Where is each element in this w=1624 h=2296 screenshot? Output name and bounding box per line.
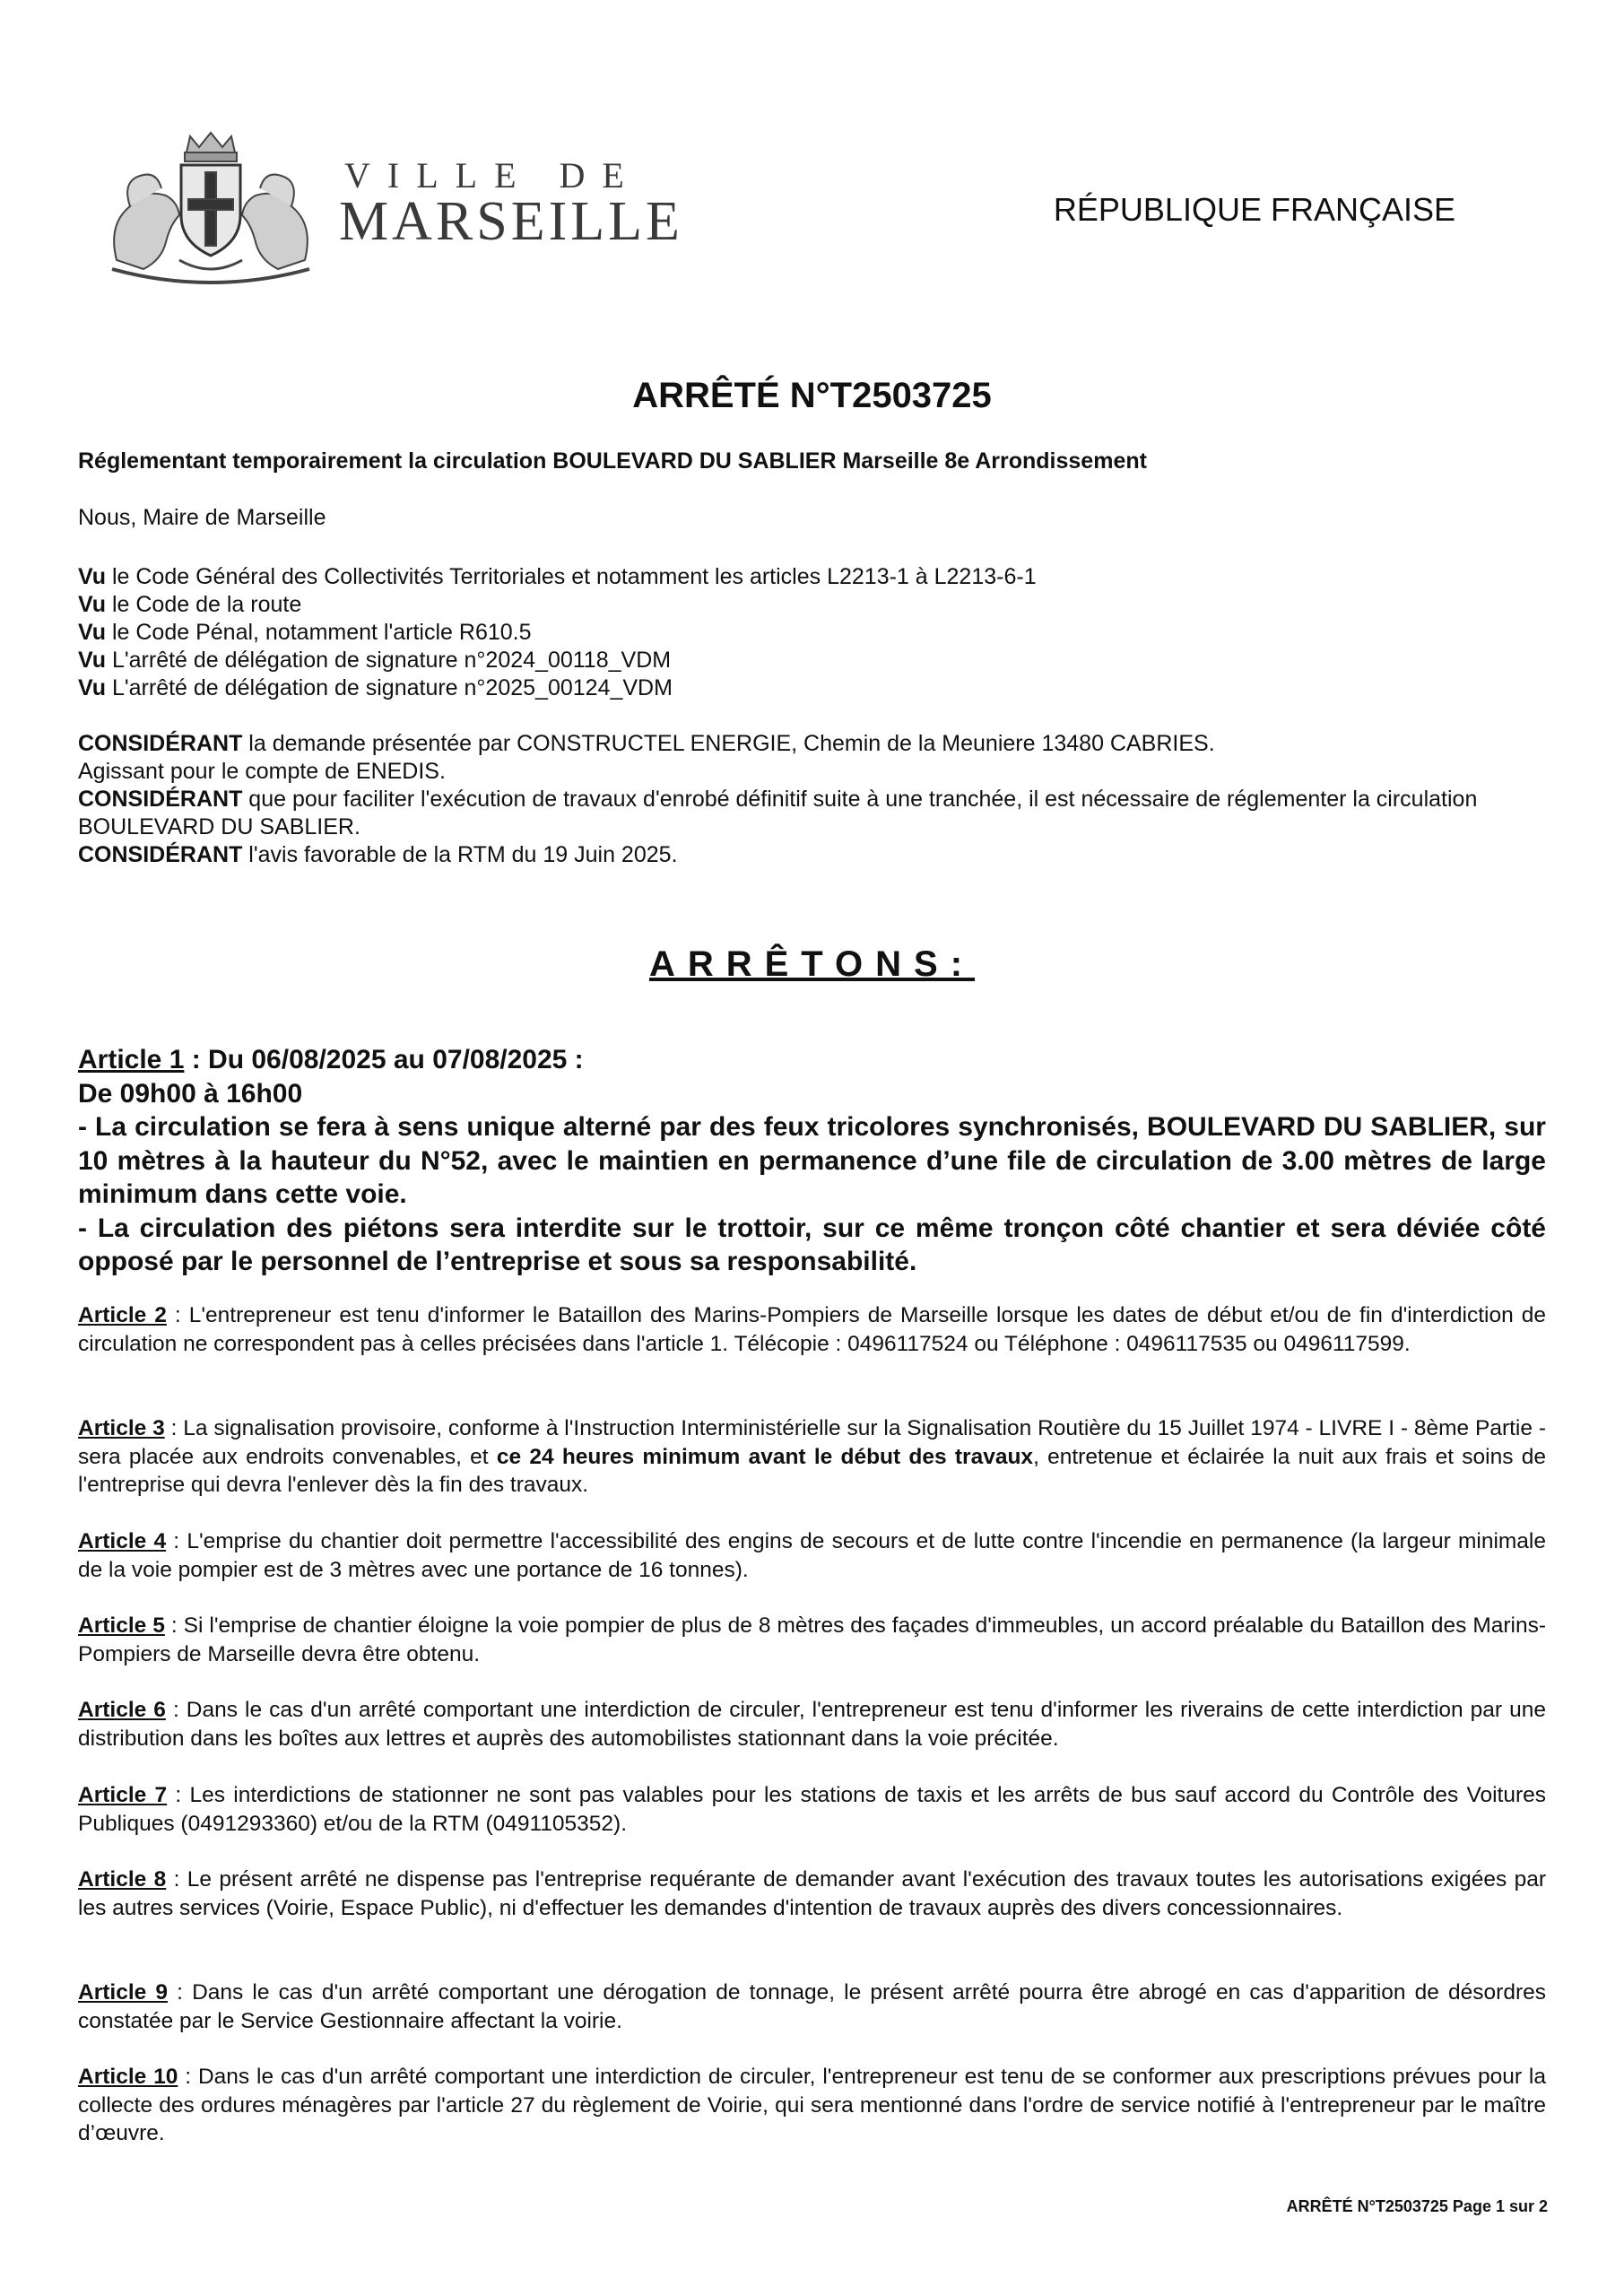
considerant-label: CONSIDÉRANT: [78, 787, 243, 812]
logo-line-marseille: MARSEILLE: [339, 191, 683, 252]
article-text: : L'entrepreneur est tenu d'informer le Bataillon des Marins-Pompiers de Marseille lorsque les dates de début et/ou de fin d'interdiction de circulation ne correspondent pas à celles précisées dans l'article 1. Télécopie : 0496117524 ou Téléphone : 0496117535 ou 0496117599.: [78, 1303, 1547, 1356]
vu-item: [78, 619, 1549, 647]
article-7: [78, 1781, 1546, 1838]
article-1-para2: - La circulation des piétons sera interdite sur le trottoir, sur ce même tronçon côté chantier et sera déviée côté opposé par le personnel de l’entreprise et sous sa responsabilité.: [78, 1213, 1546, 1276]
article-1-para1: - La circulation se fera à sens unique alterné par des feux tricolores synchronisés, BOULEVARD DU SABLIER, sur 10 mètres à la hauteur du N°52, avec le maintien en permanence d’une file de circulation de 3.00 mètres de large minimum dans cette voie.: [78, 1112, 1546, 1209]
article-9: [78, 1979, 1546, 2035]
vu-label: Vu: [78, 675, 107, 700]
article-3-bold-text: ce 24 heures minimum avant le début des travaux: [496, 1444, 1034, 1469]
article-6: [78, 1696, 1546, 1752]
article-10: [78, 2063, 1546, 2148]
article-text: : Dans le cas d'un arrêté comportant une interdiction de circuler, l'entrepreneur est tenu de se conformer aux prescriptions prévues pour la collecte des ordures ménagères par l'article 27 du règlement de Voirie, qui sera mentionné dans l'ordre de service notifié à l'entrepreneur par le maître d’œuvre.: [78, 2065, 1546, 2145]
vu-text: L'arrêté de délégation de signature n°2025_00124_VDM: [106, 675, 673, 700]
article-label: Article 7: [78, 1783, 168, 1807]
vu-item: [78, 647, 1549, 674]
vu-text: le Code Pénal, notamment l'article R610.5: [106, 620, 532, 645]
article-text: : Dans le cas d'un arrêté comportant une interdiction de circuler, l'entrepreneur est tenu d'informer les riverains de cette interdiction par une distribution dans les boîtes aux lettres et auprès des automobilistes stationnant dans la voie précitée.: [78, 1698, 1546, 1751]
article-text: : La signalisation provisoire, conforme à l'Instruction Interministérielle sur la Signalisation Routière du 15 Juillet 1974 - LIVRE I - 8ème Partie - sera placée aux endroits convenables, et: [78, 1416, 1547, 1469]
vu-text: le Code Général des Collectivités Territoriales et notamment les articles L2213-1 à L2213-6-1: [106, 564, 1037, 589]
article-5: [78, 1612, 1546, 1668]
article-1-label: Article 1: [78, 1045, 185, 1074]
logo-line-ville-de: VILLE DE: [344, 155, 641, 196]
article-label: Article 10: [78, 2065, 178, 2089]
vu-label: Vu: [78, 592, 107, 617]
article-text: : Si l'emprise de chantier éloigne la voie pompier de plus de 8 mètres des façades d'immeubles, un accord préalable du Bataillon des Marins-Pompiers de Marseille devra être obtenu.: [78, 1613, 1546, 1666]
vu-label: Vu: [78, 648, 107, 673]
considerant-text: que pour faciliter l'exécution de travaux d'enrobé définitif suite à une tranchée, il est nécessaire de réglementer la circulation BOULEVARD DU SABLIER.: [78, 787, 1478, 839]
article-text: : Les interdictions de stationner ne sont pas valables pour les stations de taxis et les arrêts de bus sauf accord du Contrôle des Voitures Publiques (0491293360) et/ou de la RTM (0491105352).: [78, 1783, 1547, 1836]
article-label: Article 8: [78, 1867, 167, 1892]
considerant-block: [78, 730, 1549, 869]
vu-item: [78, 674, 1549, 702]
article-label: Article 5: [78, 1613, 165, 1638]
article-1: [78, 1043, 1546, 1279]
article-3: [78, 1414, 1546, 1500]
maire-text: Nous, Maire de Marseille: [78, 505, 326, 530]
article-text-continued: , entretenue et éclairée la nuit aux frais et soins de l'entreprise qui devra l'enlever dès la fin des travaux.: [78, 1444, 1546, 1497]
considerant-text: la demande présentée par CONSTRUCTEL ENERGIE, Chemin de la Meuniere 13480 CABRIES.: [242, 731, 1215, 756]
article-8: [78, 1866, 1546, 1922]
republique-francaise-heading: RÉPUBLIQUE FRANÇAISE: [1053, 191, 1455, 228]
article-text: : Dans le cas d'un arrêté comportant une dérogation de tonnage, le présent arrêté pourra être abrogé en cas d'apparition de désordres constatée par le Service Gestionnaire affectant la voirie.: [78, 1980, 1547, 2033]
article-1-dates: : Du 06/08/2025 au 07/08/2025 :: [184, 1045, 584, 1074]
article-label: Article 4: [78, 1529, 167, 1553]
vu-item: [78, 591, 1549, 619]
arrete-subtitle: Réglementant temporairement la circulation BOULEVARD DU SABLIER Marseille 8e Arrondissement: [78, 448, 1147, 474]
arretons-heading: [0, 944, 1624, 985]
article-1-hours: De 09h00 à 16h00: [78, 1078, 303, 1109]
vu-item: [78, 563, 1549, 591]
considerant-label: CONSIDÉRANT: [78, 731, 243, 756]
vu-text: L'arrêté de délégation de signature n°2024_00118_VDM: [106, 648, 672, 673]
marseille-coat-of-arms-logo: [81, 126, 341, 287]
article-2: [78, 1301, 1546, 1358]
article-label: Article 6: [78, 1698, 166, 1722]
article-label: Article 2: [78, 1303, 167, 1327]
arrete-title: ARRÊTÉ N°T2503725: [632, 376, 992, 415]
article-text: : L'emprise du chantier doit permettre l'accessibilité des engins de secours et de lutte contre l'incendie en permanence (la largeur minimale de la voie pompier est de 3 mètres avec une portance de 16 tonnes).: [78, 1529, 1546, 1582]
arretons-text: ARRÊTONS:: [648, 944, 976, 984]
vu-label: Vu: [78, 620, 107, 645]
article-label: Article 3: [78, 1416, 165, 1440]
considerant-1-line2: Agissant pour le compte de ENEDIS.: [78, 759, 446, 784]
vu-text: le Code de la route: [106, 592, 302, 617]
article-text: : Le présent arrêté ne dispense pas l'entreprise requérante de demander avant l'exécution des travaux toutes les autorisations exigées par les autres services (Voirie, Espace Public), ni d'effectuer les demandes d'intention de travaux auprès des divers concessionnaires.: [78, 1867, 1546, 1920]
considerant-3: [78, 841, 1549, 869]
maire-line: [78, 504, 1549, 532]
considerant-2: [78, 786, 1549, 841]
considerant-1: [78, 730, 1549, 758]
article-4: [78, 1527, 1546, 1584]
considerant-label: CONSIDÉRANT: [78, 842, 243, 867]
vu-label: Vu: [78, 564, 107, 589]
page-footer: ARRÊTÉ N°T2503725 Page 1 sur 2: [1286, 2197, 1548, 2215]
article-label: Article 9: [78, 1980, 169, 2005]
vu-list: [78, 563, 1549, 702]
considerant-text: l'avis favorable de la RTM du 19 Juin 2025.: [242, 842, 678, 867]
